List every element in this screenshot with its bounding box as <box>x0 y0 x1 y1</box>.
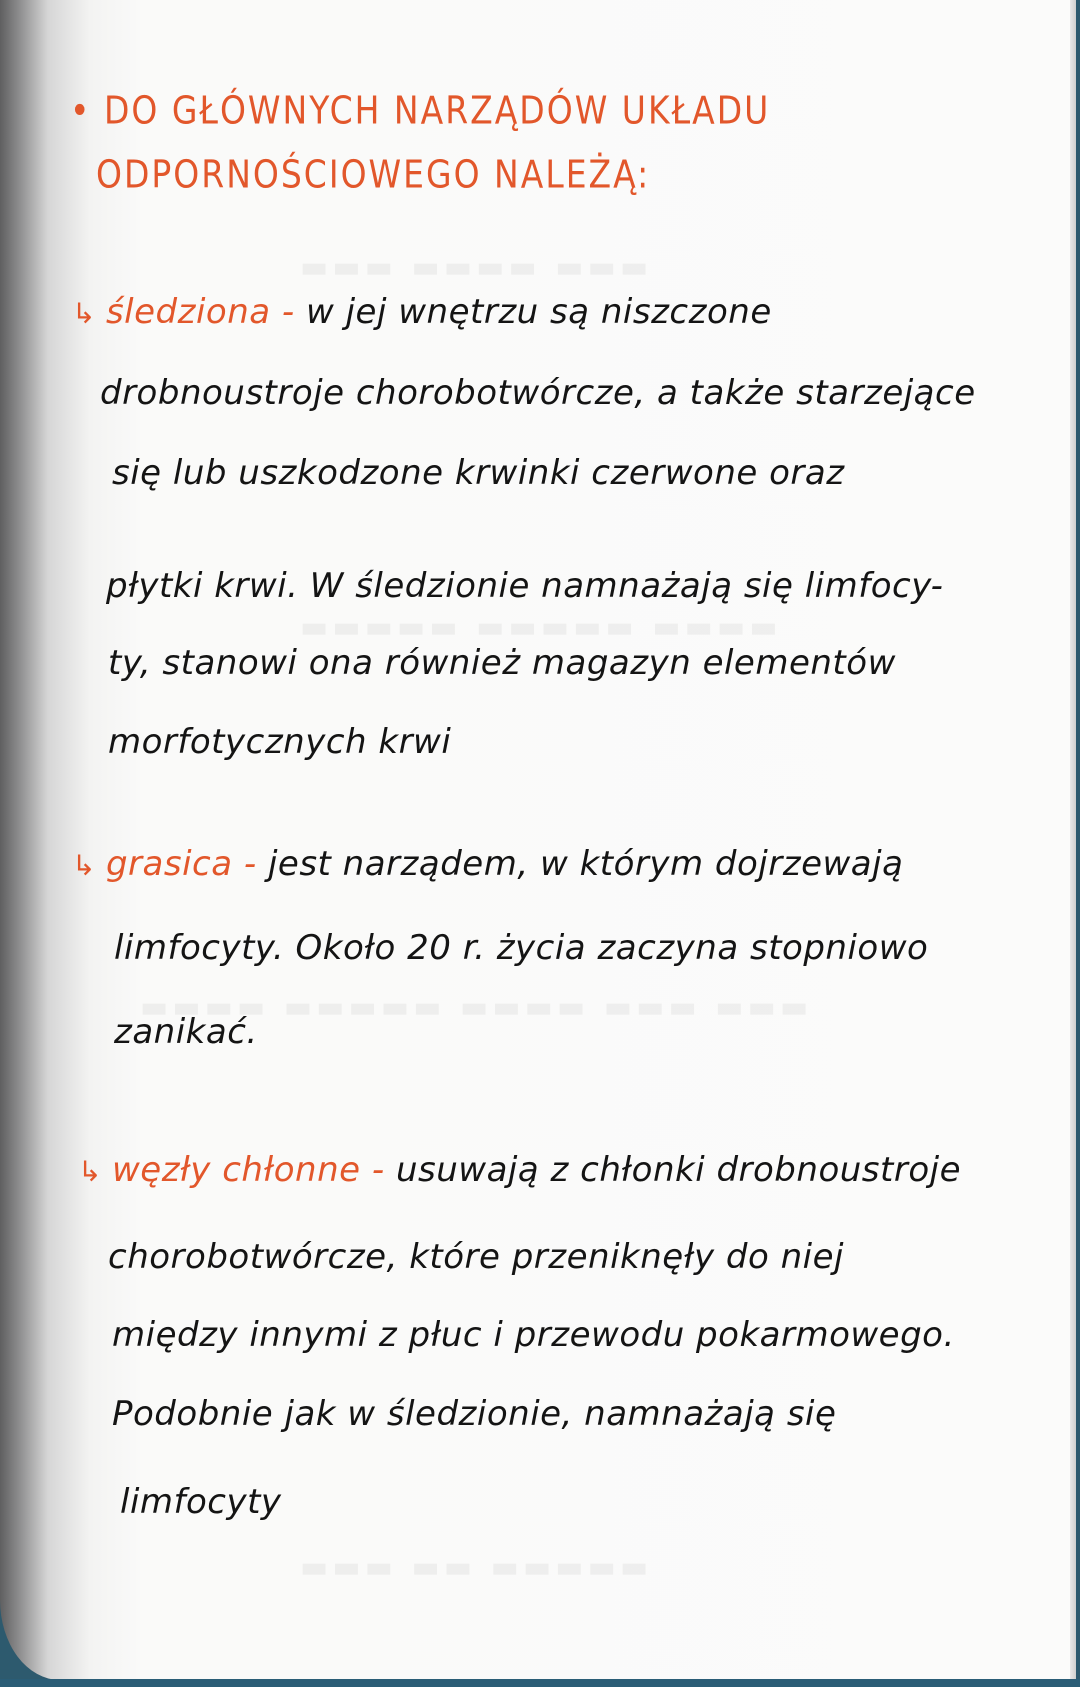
term-dash: - <box>270 292 306 332</box>
term-dash: - <box>232 844 268 884</box>
bleed-through-text: ▬▬▬ ▬▬▬▬ ▬▬▬ <box>300 250 653 285</box>
section-spleen-first-line <box>72 292 772 332</box>
section-text: zanikać. <box>114 1012 258 1052</box>
arrow-icon: ↳ <box>72 297 96 330</box>
bleed-through-text: ▬▬▬▬▬ ▬▬▬▬▬ ▬▬▬▬ <box>300 610 782 645</box>
section-text: ty, stanowi ona również magazyn elementów <box>108 643 896 683</box>
term-thymus: grasica <box>105 844 233 884</box>
section-text: morfotycznych krwi <box>108 722 452 762</box>
term-dash: - <box>360 1150 396 1190</box>
section-text: Podobnie jak w śledzionie, namnażają się <box>112 1394 837 1434</box>
section-text: limfocyty. Około 20 r. życia zaczyna stopniowo <box>114 928 929 968</box>
section-lymph-nodes-first-line <box>78 1150 961 1190</box>
section-text: jest narządem, w którym dojrzewają <box>267 844 904 884</box>
section-text: się lub uszkodzone krwinki czerwone oraz <box>112 453 845 493</box>
section-text: między innymi z płuc i przewodu pokarmowego. <box>112 1315 955 1355</box>
section-text: usuwają z chłonki drobnoustroje <box>395 1150 961 1190</box>
arrow-icon: ↳ <box>78 1155 102 1188</box>
notebook-cover-edge <box>0 1679 1080 1687</box>
heading-line-2: ODPORNOŚCIOWEGO NALEŻĄ: <box>96 152 651 197</box>
section-text: w jej wnętrzu są niszczone <box>306 292 772 332</box>
bleed-through-text: ▬▬▬ ▬▬ ▬▬▬▬▬ <box>300 1550 653 1585</box>
heading-line-1: • DO GŁÓWNYCH NARZĄDÓW UKŁADU <box>70 88 771 133</box>
section-text: limfocyty <box>120 1482 282 1522</box>
section-text: drobnoustroje chorobotwórcze, a także starzejące <box>100 373 976 413</box>
section-thymus-first-line <box>72 844 903 884</box>
term-spleen: śledziona <box>105 292 271 332</box>
arrow-icon: ↳ <box>72 849 96 882</box>
term-lymph-nodes: węzły chłonne <box>111 1150 361 1190</box>
section-text: chorobotwórcze, które przeniknęły do niej <box>108 1237 844 1277</box>
section-text: płytki krwi. W śledzionie namnażają się limfocy- <box>106 566 944 606</box>
bleed-through-text: ▬▬▬▬ ▬▬▬▬▬ ▬▬▬▬ ▬▬▬ ▬▬▬ <box>140 990 813 1025</box>
